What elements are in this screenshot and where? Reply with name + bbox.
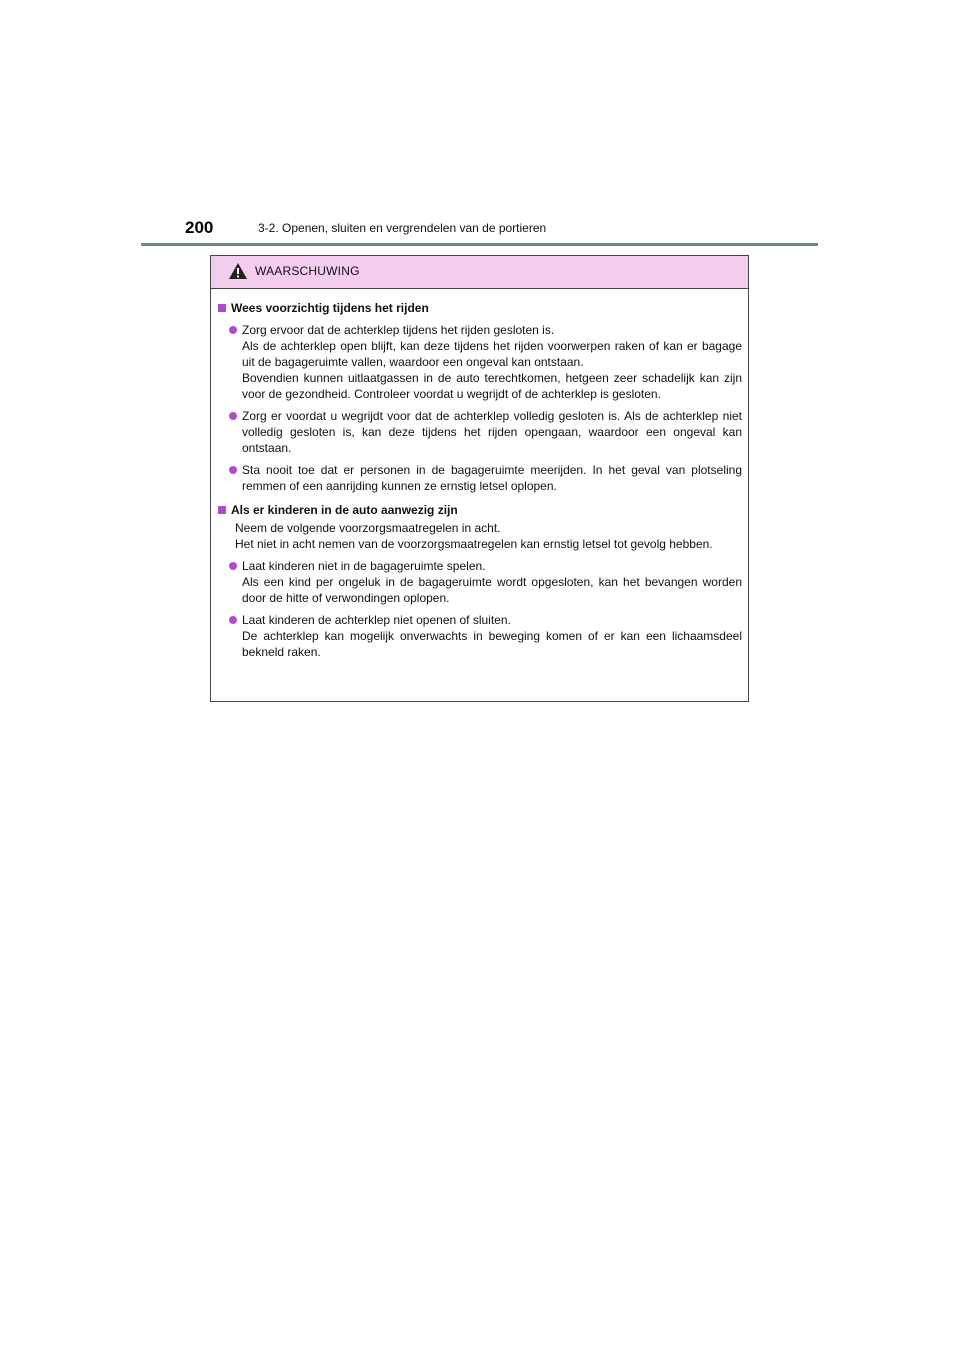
section-intro — [235, 520, 742, 552]
section-heading-text: Als er kinderen in de auto aanwezig zijn — [231, 503, 458, 517]
warning-box — [210, 255, 749, 702]
list-item — [217, 612, 742, 660]
warning-section — [217, 300, 742, 494]
warning-triangle-icon — [228, 262, 248, 280]
square-bullet-icon — [218, 304, 226, 312]
bullet-text: De achterklep kan mogelijk onverwachts in beweging komen of er kan een lichaamsdeel bekneld raken. — [242, 629, 742, 659]
warning-body — [211, 289, 748, 660]
bullet-text: Laat kinderen de achterklep niet openen of sluiten. — [242, 613, 511, 627]
intro-text: Neem de volgende voorzorgsmaatregelen in acht. — [235, 521, 501, 535]
section-heading — [217, 502, 742, 518]
round-bullet-icon — [229, 466, 237, 474]
section-heading-text: Wees voorzichtig tijdens het rijden — [231, 301, 429, 315]
warning-section — [217, 502, 742, 660]
bullet-text: Als een kind per ongeluk in de bagageruimte wordt opgesloten, kan het bevangen worden door de hitte of verwondingen oplopen. — [242, 575, 742, 605]
bullet-text: Zorg er voordat u wegrijdt voor dat de achterklep volledig gesloten is. Als de achterklep niet volledig gesloten is, kan deze tijdens het rijden opengaan, waardoor een ongeval kan ontstaan. — [242, 409, 742, 455]
section-heading — [217, 300, 742, 316]
list-item — [217, 322, 742, 402]
round-bullet-icon — [229, 616, 237, 624]
list-item — [217, 558, 742, 606]
bullet-text: Sta nooit toe dat er personen in de bagageruimte meerijden. In het geval van plotseling remmen of een aanrijding kunnen ze ernstig letsel oplopen. — [242, 463, 742, 493]
square-bullet-icon — [218, 506, 226, 514]
page-number: 200 — [185, 218, 214, 237]
bullet-text: Zorg ervoor dat de achterklep tijdens het rijden gesloten is. — [242, 323, 555, 337]
header-rule — [141, 243, 818, 246]
bullet-text: Als de achterklep open blijft, kan deze tijdens het rijden voorwerpen raken of kan er bagage uit de bagageruimte vallen, waardoor een ongeval kan ontstaan. — [242, 339, 742, 369]
round-bullet-icon — [229, 412, 237, 420]
intro-text: Het niet in acht nemen van de voorzorgsmaatregelen kan ernstig letsel tot gevolg hebben. — [235, 537, 713, 551]
bullet-text: Laat kinderen niet in de bagageruimte spelen. — [242, 559, 486, 573]
round-bullet-icon — [229, 326, 237, 334]
warning-header — [211, 256, 748, 289]
bullet-text: Bovendien kunnen uitlaatgassen in de auto terechtkomen, hetgeen zeer schadelijk kan zijn voor de gezondheid. Controleer voordat u wegrijdt of de achterklep is gesloten. — [242, 371, 742, 401]
warning-label: WAARSCHUWING — [255, 264, 360, 278]
round-bullet-icon — [229, 562, 237, 570]
list-item — [217, 408, 742, 456]
section-title: 3-2. Openen, sluiten en vergrendelen van de portieren — [258, 221, 547, 235]
list-item — [217, 462, 742, 494]
